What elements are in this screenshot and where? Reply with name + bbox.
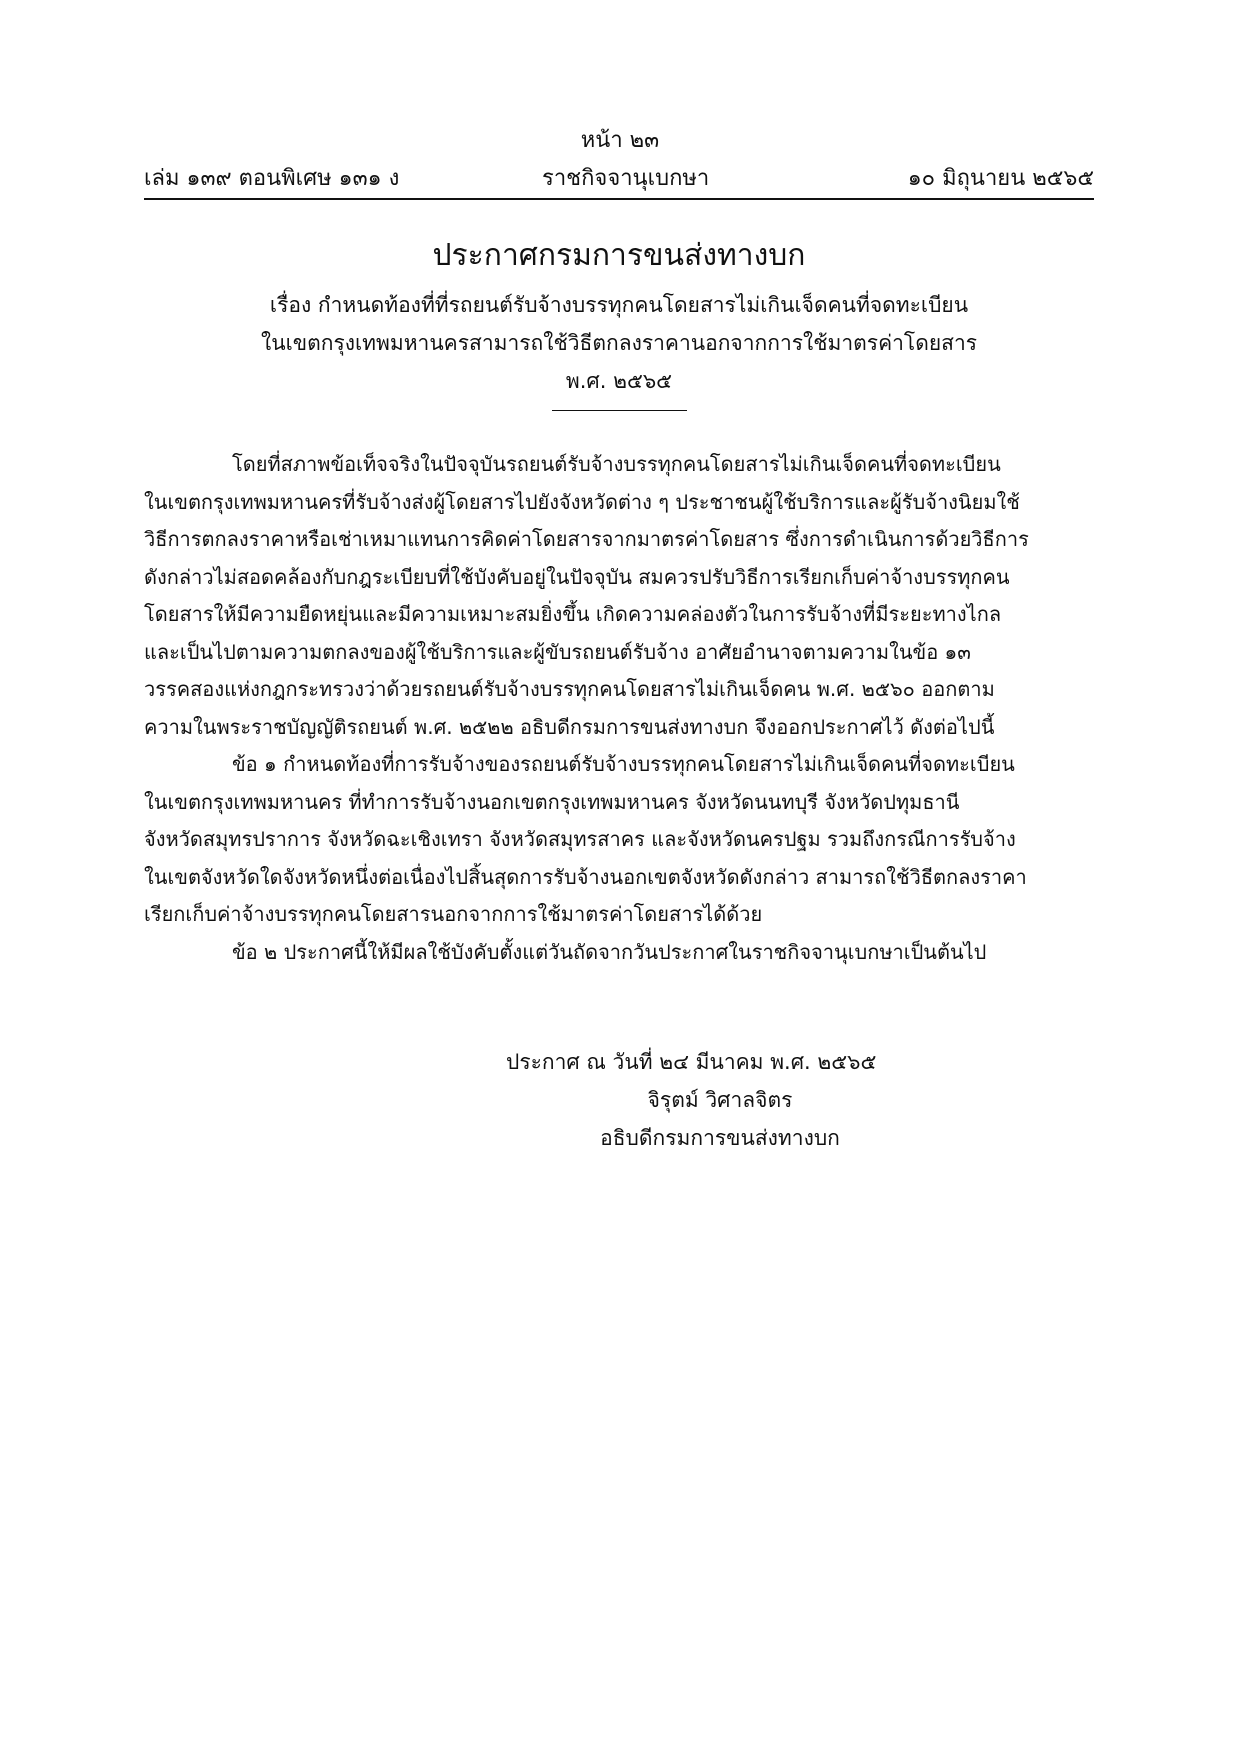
signatory-name: จิรุตม์ วิศาลจิตร: [647, 1088, 793, 1112]
clause-2-line: ข้อ ๒ ประกาศนี้ให้มีผลใช้บังคับตั้งแต่วันถัดจากวันประกาศในราชกิจจานุเบกษาเป็นต้นไป: [232, 939, 987, 964]
body-line: โดยสารให้มีความยืดหยุ่นและมีความเหมาะสมยิ่งขึ้น เกิดความคล่องตัวในการรับจ้างที่มีระยะทางไกล: [144, 602, 1002, 626]
clause-1-line: ในเขตจังหวัดใดจังหวัดหนึ่งต่อเนื่องไปสิ้นสุดการรับจ้างนอกเขตจังหวัดดังกล่าว สามารถใช้วิธีตกลงราคา: [144, 864, 1027, 889]
clause-1-line: ในเขตกรุงเทพมหานคร ที่ทำการรับจ้างนอกเขตกรุงเทพมหานคร จังหวัดนนทบุรี จังหวัดปทุมธานี: [144, 789, 960, 814]
announcement-subject-line-1: เรื่อง กำหนดท้องที่ที่รถยนต์รับจ้างบรรทุกคนโดยสารไม่เกินเจ็ดคนที่จดทะเบียน: [269, 293, 969, 317]
clause-1-line: จังหวัดสมุทรปราการ จังหวัดฉะเชิงเทรา จังหวัดสมุทรสาคร และจังหวัดนครปฐม รวมถึงกรณีการรับจ้าง: [144, 827, 1016, 851]
body-line: ความในพระราชบัญญัติรถยนต์ พ.ศ. ๒๕๒๒ อธิบดีกรมการขนส่งทางบก จึงออกประกาศไว้ ดังต่อไปนี้: [144, 714, 995, 739]
body-line: ในเขตกรุงเทพมหานครที่รับจ้างส่งผู้โดยสารไปยังจังหวัดต่าง ๆ ประชาชนผู้ใช้บริการและผู้รับจ้างนิยมใช้: [144, 489, 1020, 514]
gazette-issue-date: ๑๐ มิถุนายน ๒๕๖๕: [907, 166, 1094, 191]
body-line: ดังกล่าวไม่สอดคล้องกับกฎระเบียบที่ใช้บังคับอยู่ในปัจจุบัน สมควรปรับวิธีการเรียกเก็บค่าจ้างบรรทุกคน: [144, 564, 1010, 589]
signature-block: [470, 1043, 970, 1157]
announcement-title-block: [144, 236, 1094, 411]
announcement-body: [144, 446, 1094, 971]
announcement-subject-line-2: ในเขตกรุงเทพมหานครสามารถใช้วิธีตกลงราคานอกจากการใช้มาตรค่าโดยสาร: [260, 331, 978, 355]
body-line: วรรคสองแห่งกฎกระทรวงว่าด้วยรถยนต์รับจ้างบรรทุกคนโดยสารไม่เกินเจ็ดคน พ.ศ. ๒๕๖๐ ออกตาม: [144, 677, 995, 701]
clause-1-line: ข้อ ๑ กำหนดท้องที่การรับจ้างของรถยนต์รับจ้างบรรทุกคนโดยสารไม่เกินเจ็ดคนที่จดทะเบียน: [232, 752, 1015, 776]
announcement-title: ประกาศกรมการขนส่งทางบก: [432, 238, 806, 273]
title-divider: [552, 410, 687, 411]
body-line: วิธีการตกลงราคาหรือเช่าเหมาแทนการคิดค่าโดยสารจากมาตรค่าโดยสาร ซึ่งการดำเนินการด้วยวิธีการ: [144, 527, 1029, 551]
page-number: หน้า ๒๓: [580, 128, 660, 153]
body-line: โดยที่สภาพข้อเท็จจริงในปัจจุบันรถยนต์รับจ้างบรรทุกคนโดยสารไม่เกินเจ็ดคนที่จดทะเบียน: [232, 452, 1001, 476]
clause-1-line: เรียกเก็บค่าจ้างบรรทุกคนโดยสารนอกจากการใช้มาตรค่าโดยสารได้ด้วย: [144, 902, 763, 926]
body-line: และเป็นไปตามความตกลงของผู้ใช้บริการและผู้ขับรถยนต์รับจ้าง อาศัยอำนาจตามความในข้อ ๑๓: [144, 639, 971, 664]
announcement-date: ประกาศ ณ วันที่ ๒๔ มีนาคม พ.ศ. ๒๕๖๕: [506, 1050, 877, 1074]
announcement-year: พ.ศ. ๒๕๖๕: [565, 369, 673, 393]
gazette-header: [144, 164, 1094, 200]
gazette-publication-name: ราชกิจจานุเบกษา: [542, 166, 710, 191]
signatory-position: อธิบดีกรมการขนส่งทางบก: [600, 1126, 840, 1150]
gazette-volume-info: เล่ม ๑๓๙ ตอนพิเศษ ๑๓๑ ง: [144, 166, 400, 191]
